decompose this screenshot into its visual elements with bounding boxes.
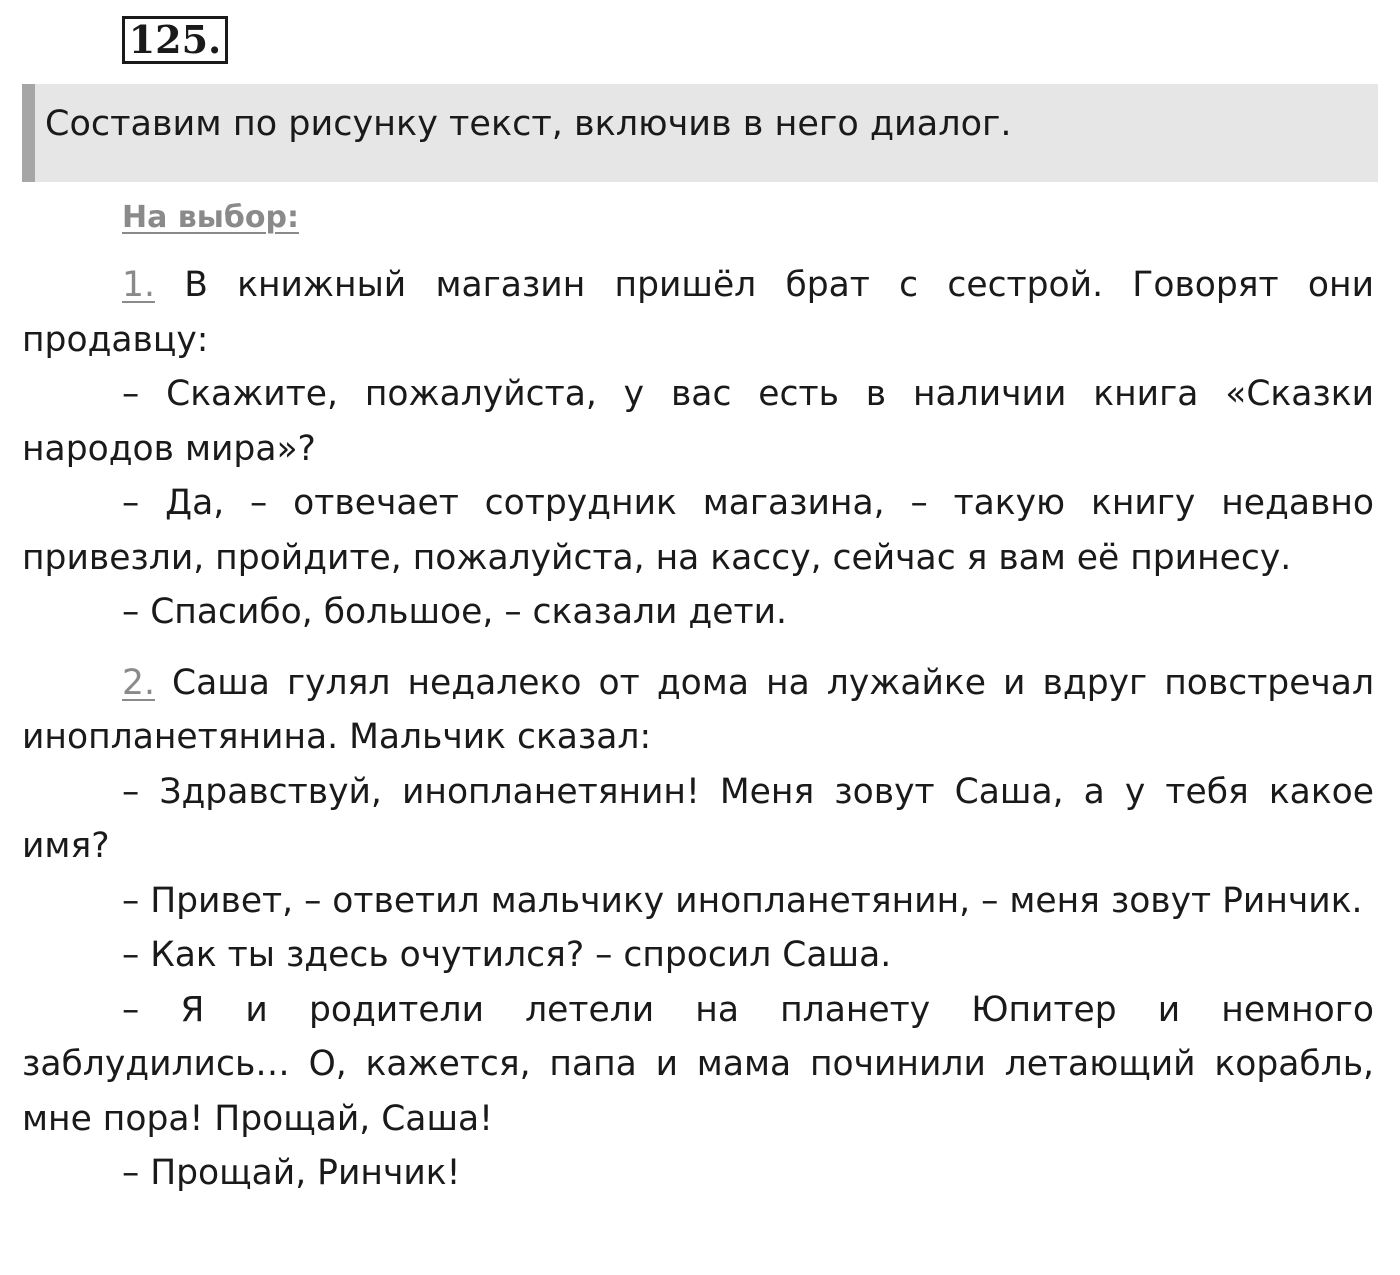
option-1-paragraph-2: – Скажите, пожалуйста, у вас есть в наличии книга «Сказки народов мира»?: [22, 374, 1374, 469]
option-2-paragraph-5: – Я и родители летели на планету Юпитер и немного заблудились… О, кажется, папа и мама починили летающий корабль, мне пора! Прощай, Саша!: [22, 989, 1374, 1139]
task-accent-bar: [22, 84, 35, 182]
option-2-paragraph-3: – Привет, – ответил мальчику инопланетянин, – меня зовут Ринчик.: [122, 880, 1363, 921]
option-2-number: 2.: [122, 662, 155, 703]
option-1-text-1: В книжный магазин пришёл брат с сестрой. Говорят они продавцу:: [22, 265, 1374, 360]
option-1-paragraph-4: – Спасибо, большое, – сказали дети.: [122, 592, 787, 632]
choice-label: На выбор:: [122, 200, 299, 235]
option-2-text-1: Саша гулял недалеко от дома на лужайке и вдруг повстречал инопланетянина. Мальчик сказал:: [22, 662, 1374, 757]
task-text: Составим по рисунку текст, включив в него диалог.: [45, 104, 1012, 144]
option-2-paragraph-6: – Прощай, Ринчик!: [122, 1153, 461, 1193]
option-2-paragraph-4: – Как ты здесь очутился? – спросил Саша.: [122, 935, 892, 975]
option-1-paragraph-3: – Да, – отвечает сотрудник магазина, – такую книгу недавно привезли, пройдите, пожалуйста, на кассу, сейчас я вам её принесу.: [22, 483, 1374, 578]
option-2-paragraph-1: [22, 656, 1374, 765]
task-box: [22, 84, 1378, 182]
exercise-content: [22, 258, 1374, 1201]
option-1-paragraph-1: [22, 258, 1374, 367]
option-2-paragraph-2: – Здравствуй, инопланетянин! Меня зовут Саша, а у тебя какое имя?: [22, 771, 1374, 866]
exercise-number: 125.: [122, 16, 228, 64]
option-1-number: 1.: [122, 265, 155, 305]
